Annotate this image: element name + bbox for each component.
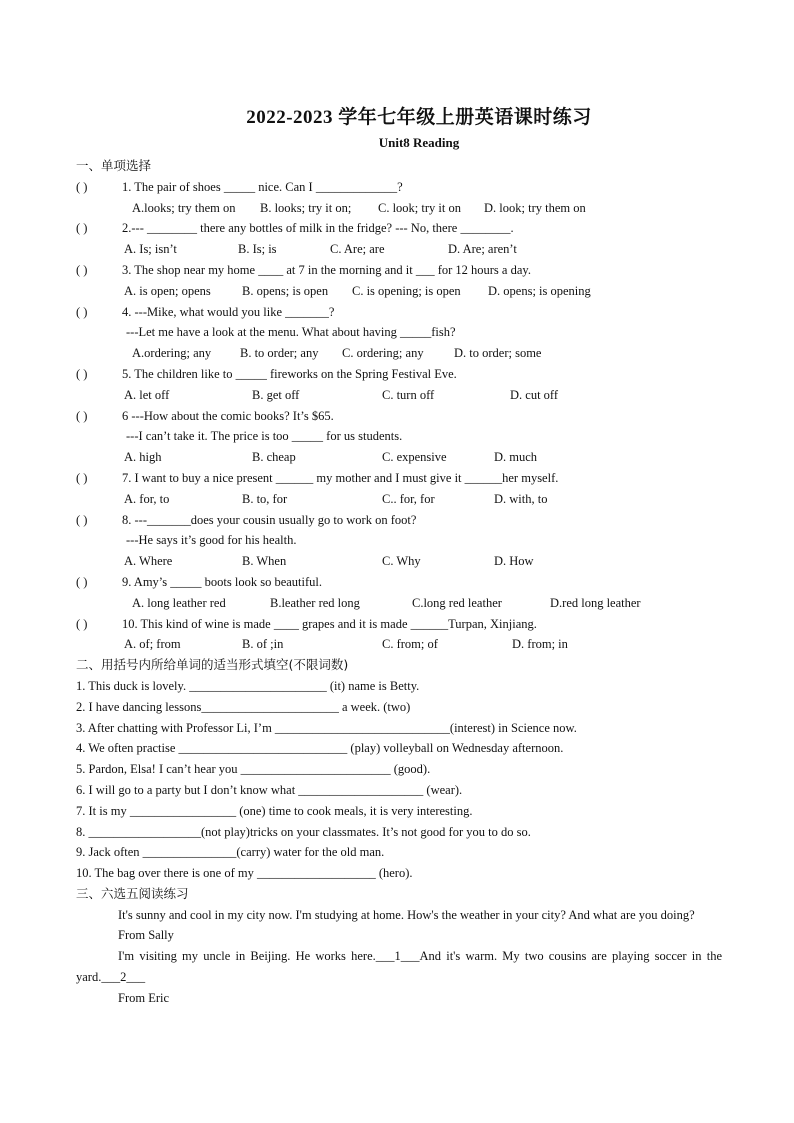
option-c: C. turn off (382, 387, 435, 402)
option-a: A. Where (124, 554, 173, 569)
option-b: B. get off (252, 387, 300, 402)
question-stem: 4. ---Mike, what would you like _______? (122, 304, 335, 319)
fill-in-item-9[interactable]: 9. Jack often _______________(carry) water for the old man. (76, 845, 385, 860)
option-b: B.leather red long (270, 595, 360, 610)
option-a: A. for, to (124, 491, 170, 506)
reading-signature-2: From Eric (118, 990, 170, 1005)
option-b: B. Is; is (238, 242, 277, 257)
fill-in-item-3[interactable]: 3. After chatting with Professor Li, I’m ____________________________(interest) in Science now. (76, 720, 577, 735)
question-4 (76, 302, 722, 364)
option-b: B. cheap (252, 450, 296, 465)
question-stem: 5. The children like to _____ fireworks on the Spring Festival Eve. (122, 366, 457, 381)
section-heading-fill-in: 二、用括号内所给单词的适当形式填空(不限词数) (76, 657, 349, 673)
answer-paren[interactable]: ( ) (76, 366, 88, 381)
options-row (76, 239, 722, 260)
options-row (76, 634, 722, 655)
option-d: D. cut off (510, 387, 559, 402)
option-a: A. Is; isn’t (124, 242, 177, 257)
options-row (76, 343, 722, 364)
question-2 (76, 218, 722, 260)
question-stem: 3. The shop near my home ____ at 7 in the morning and it ___ for 12 hours a day. (122, 262, 531, 277)
option-b: B. of ;in (242, 637, 284, 652)
answer-paren[interactable]: ( ) (76, 574, 88, 589)
option-a: A. long leather red (132, 595, 226, 610)
answer-paren[interactable]: ( ) (76, 304, 88, 319)
question-8 (76, 510, 722, 572)
question-9 (76, 572, 722, 614)
answer-paren[interactable]: ( ) (76, 262, 88, 277)
option-d: D. How (494, 554, 534, 569)
option-c: C. expensive (382, 450, 447, 465)
question-5 (76, 364, 722, 406)
option-d: D. with, to (494, 491, 548, 506)
fill-in-item-6[interactable]: 6. I will go to a party but I don’t know what ____________________ (wear). (76, 782, 463, 797)
question-dialogue-line: ---I can’t take it. The price is too _____ for us students. (126, 429, 403, 444)
section-heading-reading: 三、六选五阅读练习 (76, 885, 189, 901)
fill-in-item-8[interactable]: 8. __________________(not play)tricks on your classmates. It’s not good for you to do so. (76, 824, 531, 839)
fill-in-item-10[interactable]: 10. The bag over there is one of my ___________________ (hero). (76, 866, 413, 881)
fill-in-item-5[interactable]: 5. Pardon, Elsa! I can’t hear you ________________________ (good). (76, 762, 431, 777)
question-1 (76, 177, 722, 219)
option-c: C.long red leather (412, 595, 502, 610)
option-c: C. ordering; any (342, 346, 424, 361)
reading-paragraph-2[interactable]: I'm visiting my uncle in Beijing. He works here.___1___And it's warm. My two cousins are playing soccer in the yard.___2___ (76, 949, 722, 985)
option-d: D. Are; aren’t (448, 242, 517, 257)
option-c: C. Are; are (330, 242, 385, 257)
option-b: B. to order; any (240, 346, 319, 361)
question-dialogue-line: ---He says it’s good for his health. (126, 533, 297, 548)
question-3 (76, 260, 722, 302)
options-row (76, 489, 722, 510)
option-d: D. from; in (512, 637, 568, 652)
question-10 (76, 614, 722, 656)
answer-paren[interactable]: ( ) (76, 512, 88, 527)
section-heading-choice: 一、单项选择 (76, 158, 152, 173)
answer-paren[interactable]: ( ) (76, 470, 88, 485)
question-stem: 2.--- ________ there any bottles of milk in the fridge? --- No, there ________. (122, 221, 514, 236)
option-b: B. opens; is open (242, 283, 329, 298)
reading-signature-1: From Sally (118, 928, 174, 943)
question-7 (76, 468, 722, 510)
options-row (76, 385, 722, 406)
answer-paren[interactable]: ( ) (76, 408, 88, 423)
option-c: C. look; try it on (378, 200, 461, 215)
option-b: B. looks; try it on; (260, 200, 352, 215)
options-row (76, 198, 722, 219)
option-a: A. of; from (124, 637, 181, 652)
question-stem: 1. The pair of shoes _____ nice. Can I _____________? (122, 179, 403, 194)
answer-paren[interactable]: ( ) (76, 221, 88, 236)
option-d: D. much (494, 450, 538, 465)
options-row (76, 551, 722, 572)
question-stem: 8. ---_______does your cousin usually go to work on foot? (122, 512, 417, 527)
option-c: C. Why (382, 554, 421, 569)
question-6 (76, 406, 722, 468)
option-a: A. high (124, 450, 162, 465)
page-subtitle: Unit8 Reading (378, 135, 460, 150)
options-row (76, 281, 722, 302)
option-b: B. to, for (242, 491, 288, 506)
option-d: D.red long leather (550, 595, 641, 610)
fill-in-item-2[interactable]: 2. I have dancing lessons______________________ a week. (two) (76, 699, 411, 714)
option-a: A.looks; try them on (132, 200, 236, 215)
option-d: D. opens; is opening (488, 283, 591, 298)
fill-in-item-4[interactable]: 4. We often practise ___________________________ (play) volleyball on Wednesday afternoon. (76, 741, 564, 756)
option-d: D. look; try them on (484, 200, 586, 215)
option-a: A. is open; opens (124, 283, 211, 298)
options-row (76, 447, 722, 468)
answer-paren[interactable]: ( ) (76, 179, 88, 194)
reading-paragraph-1: It's sunny and cool in my city now. I'm studying at home. How's the weather in your city? And what are you doing? (118, 907, 695, 922)
options-row (76, 593, 722, 614)
option-c: C.. for, for (382, 491, 435, 506)
question-dialogue-line: ---Let me have a look at the menu. What about having _____fish? (126, 325, 456, 340)
option-a: A. let off (124, 387, 170, 402)
worksheet-page (76, 103, 722, 1009)
option-d: D. to order; some (454, 346, 542, 361)
option-b: B. When (242, 554, 287, 569)
option-c: C. from; of (382, 637, 438, 652)
question-stem: 7. I want to buy a nice present ______ my mother and I must give it ______her myself. (122, 470, 559, 485)
fill-in-item-1[interactable]: 1. This duck is lovely. ______________________ (it) name is Betty. (76, 678, 420, 693)
question-stem: 6 ---How about the comic books? It’s $65. (122, 408, 334, 423)
fill-in-item-7[interactable]: 7. It is my _________________ (one) time to cook meals, it is very interesting. (76, 803, 473, 818)
option-a: A.ordering; any (132, 346, 212, 361)
page-title: 2022-2023 学年七年级上册英语课时练习 (246, 107, 592, 128)
answer-paren[interactable]: ( ) (76, 616, 88, 631)
question-stem: 9. Amy’s _____ boots look so beautiful. (122, 574, 322, 589)
question-stem: 10. This kind of wine is made ____ grapes and it is made ______Turpan, Xinjiang. (122, 616, 537, 631)
option-c: C. is opening; is open (352, 283, 461, 298)
